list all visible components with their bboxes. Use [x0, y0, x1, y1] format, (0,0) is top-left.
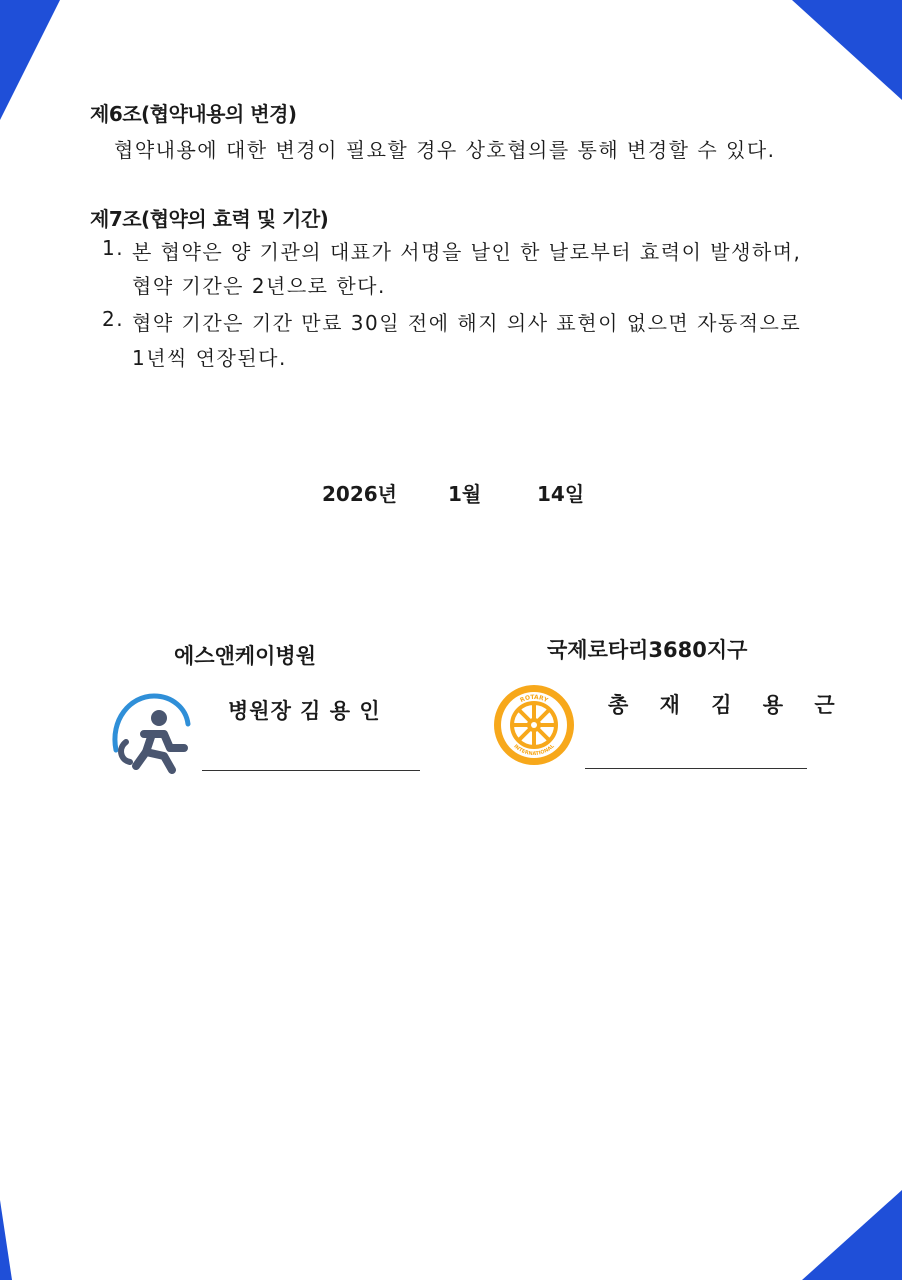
rotary-logo-text-bottom: INTERNATIONAL	[512, 743, 556, 758]
article6-body: 협약내용에 대한 변경이 필요할 경우 상호협의를 통해 변경할 수 있다.	[114, 138, 776, 162]
article6-heading: 제6조(협약내용의 변경)	[90, 102, 297, 126]
right-party-org: 국제로타리3680지구	[547, 638, 748, 662]
date-day: 14일	[537, 482, 585, 506]
article7-item2-line2: 1년씩 연장된다.	[132, 346, 287, 370]
left-party-org: 에스앤케이병원	[174, 644, 317, 668]
article7-item1-line1: 본 협약은 양 기관의 대표가 서명을 날인 한 날로부터 효력이 발생하며,	[132, 240, 802, 264]
left-signature-line	[202, 770, 420, 771]
right-party-signer: 총 재 김 용 근	[608, 693, 847, 717]
hospital-runner-logo-icon	[108, 690, 192, 780]
rotary-wheel-logo-icon	[492, 683, 576, 771]
date-year: 2026년	[322, 482, 397, 506]
article7-heading: 제7조(협약의 효력 및 기간)	[90, 207, 329, 231]
date-month: 1월	[448, 482, 482, 506]
article7-item1-line2: 협약 기간은 2년으로 한다.	[132, 274, 386, 298]
article7-item2-line1: 협약 기간은 기간 만료 30일 전에 해지 의사 표현이 없으면 자동적으로	[132, 311, 802, 335]
article7-item1-number: 1.	[102, 236, 125, 260]
article7-item2-number: 2.	[102, 307, 125, 331]
left-party-signer: 병원장 김 용 인	[228, 699, 381, 723]
rotary-logo-text-top: ROTARY	[519, 693, 549, 705]
right-signature-line	[585, 768, 807, 769]
